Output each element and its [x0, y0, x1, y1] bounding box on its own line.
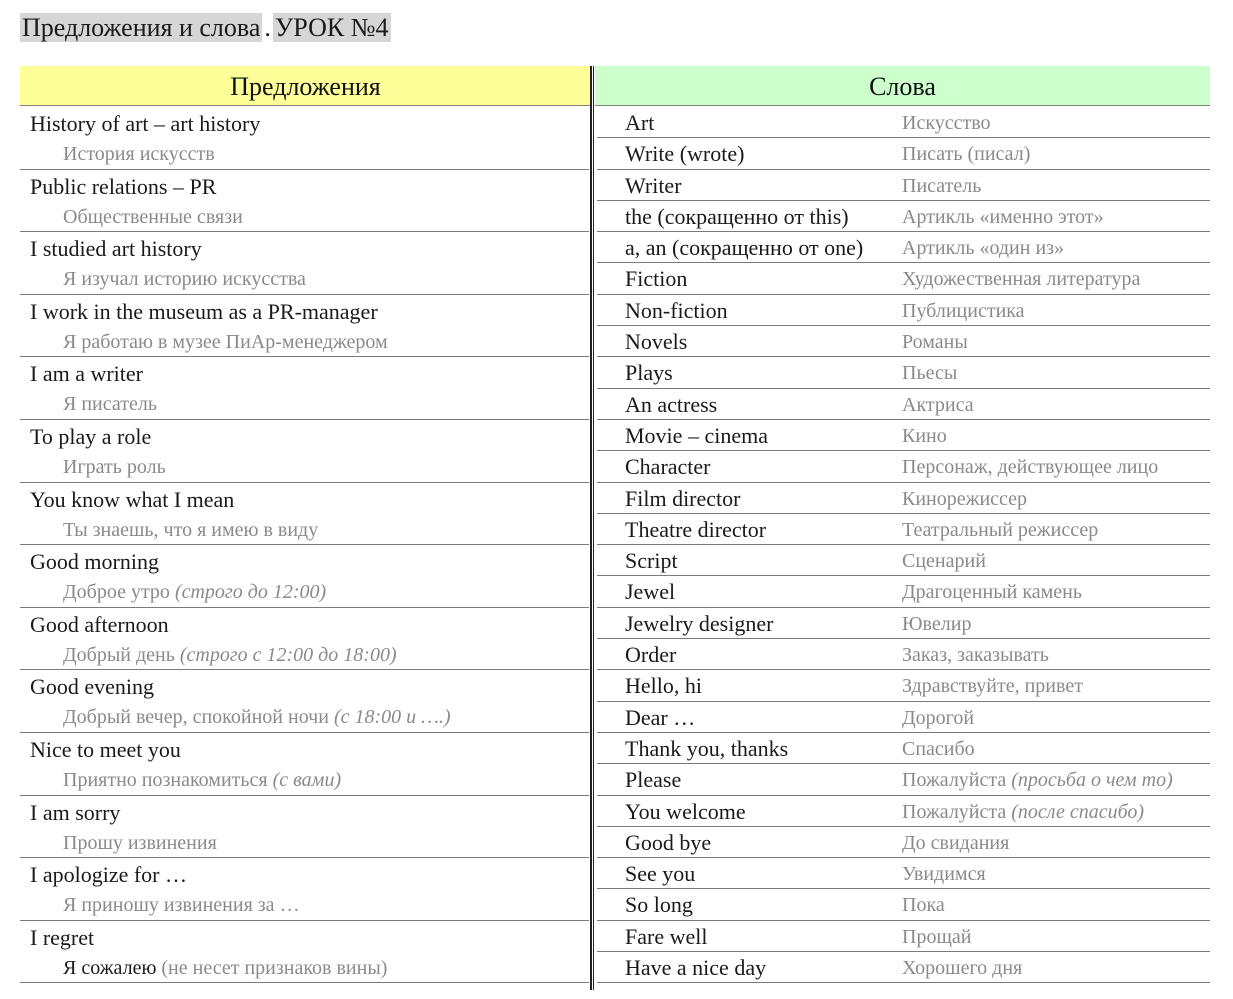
word-row: [597, 670, 1210, 701]
sentence-row: [20, 295, 589, 358]
sentence-russian: [63, 204, 243, 230]
word-russian-text: Театральный режиссер: [902, 518, 1099, 541]
word-russian: [902, 266, 1140, 292]
word-russian-text: Писать (писал): [902, 143, 1031, 166]
word-row: [597, 451, 1210, 482]
word-russian: [902, 110, 991, 136]
sentence-row: [20, 483, 589, 546]
word-row: [597, 420, 1210, 451]
sentence-english: I am a writer: [30, 361, 143, 387]
sentence-english: I apologize for …: [30, 862, 187, 888]
word-russian: [902, 799, 1144, 825]
word-russian: [902, 329, 968, 355]
sentence-note: (с 18:00 и ….): [333, 706, 451, 729]
word-row: [597, 827, 1210, 858]
word-row: [597, 170, 1210, 201]
sentence-note: (с вами): [272, 768, 342, 791]
sentence-english: Good evening: [30, 674, 155, 700]
sentences-column: [20, 107, 589, 983]
word-russian: [902, 235, 1064, 261]
title-separator: .: [264, 13, 271, 42]
word-russian: [902, 642, 1049, 668]
word-russian: [902, 204, 1104, 230]
word-russian: [902, 298, 1025, 324]
word-russian-text: Публицистика: [902, 299, 1025, 322]
word-russian-text: Актриса: [902, 393, 974, 416]
word-row: [597, 921, 1210, 952]
word-russian-text: Здравствуйте, привет: [902, 675, 1083, 698]
word-english: Movie – cinema: [625, 422, 768, 448]
word-russian-text: Сценарий: [902, 550, 986, 573]
word-russian: [902, 486, 1027, 512]
word-russian-text: Драгоценный камень: [902, 581, 1082, 604]
sentence-row: [20, 232, 589, 295]
word-row: [597, 639, 1210, 670]
word-english: So long: [625, 892, 693, 918]
word-russian-text: Дорогой: [902, 706, 975, 729]
sentence-russian-text: Добрый день: [63, 643, 175, 666]
word-english: Novels: [625, 329, 688, 355]
word-row: [597, 138, 1210, 169]
sentence-russian: [63, 266, 306, 292]
sentence-russian-text: Доброе утро: [63, 581, 170, 604]
word-english: An actress: [625, 391, 718, 417]
sentence-english: You know what I mean: [30, 486, 235, 512]
sentence-row: [20, 921, 589, 984]
sentence-english: To play a role: [30, 423, 152, 449]
word-russian: [902, 861, 986, 887]
word-english: See you: [625, 861, 696, 887]
sentence-english: Good afternoon: [30, 611, 169, 637]
sentence-english: Public relations – PR: [30, 173, 217, 199]
word-russian: [902, 830, 1009, 856]
word-russian-text: Искусство: [902, 112, 991, 134]
word-russian-text: Пьесы: [902, 362, 958, 385]
sentence-russian-text: Общественные связи: [63, 205, 243, 228]
word-russian: [902, 517, 1098, 543]
word-russian-text: Кинорежиссер: [902, 487, 1028, 510]
sentence-row: [20, 858, 589, 921]
word-english: Writer: [625, 172, 682, 198]
word-english: Film director: [625, 485, 741, 511]
sentence-russian-text: Я работаю в музее ПиАр-менеджером: [63, 330, 388, 353]
sentence-russian: [63, 517, 318, 543]
word-row: [597, 389, 1210, 420]
word-row: [597, 889, 1210, 920]
sentence-row: [20, 420, 589, 483]
word-russian: [902, 892, 945, 918]
word-english: Order: [625, 642, 677, 668]
word-english: Plays: [625, 360, 673, 386]
word-english: Dear …: [625, 704, 696, 730]
word-russian: [902, 579, 1082, 605]
word-english: the (сокращенно от this): [625, 203, 849, 229]
word-russian-text: Художественная литература: [902, 268, 1141, 291]
sentence-russian: [63, 767, 341, 793]
sentence-russian: [63, 329, 388, 355]
word-russian-text: Пожалуйста: [902, 800, 1007, 823]
word-english: Thank you, thanks: [625, 735, 789, 761]
title-lesson: УРОК №4: [274, 13, 389, 42]
word-russian: [902, 548, 986, 574]
word-row: [597, 796, 1210, 827]
sentence-russian-text: Я писатель: [63, 393, 157, 416]
sentence-row: [20, 107, 589, 170]
sentence-russian-text: Приятно познакомиться: [63, 768, 268, 791]
sentence-row: [20, 733, 589, 796]
word-english: Non-fiction: [625, 297, 728, 323]
sentence-english: I work in the museum as a PR-manager: [30, 298, 378, 324]
sentence-russian: [63, 579, 326, 605]
word-row: [597, 263, 1210, 294]
word-russian: [902, 924, 971, 950]
word-row: [597, 858, 1210, 889]
sentence-russian: [63, 454, 166, 480]
sentence-russian: [63, 955, 387, 981]
word-russian: [902, 392, 974, 418]
word-russian-text: Заказ, заказывать: [902, 644, 1049, 667]
word-russian-text: Ювелир: [902, 612, 972, 635]
word-english: Theatre director: [625, 516, 767, 542]
word-russian: [902, 736, 975, 762]
word-english: Hello, hi: [625, 673, 702, 699]
word-english: Jewel: [625, 579, 676, 605]
word-row: [597, 201, 1210, 232]
sentence-russian-text: История искусств: [63, 143, 215, 165]
sentence-russian: [63, 642, 397, 668]
word-row: [597, 952, 1210, 983]
word-russian: [902, 705, 974, 731]
sentence-row: [20, 170, 589, 233]
word-russian-text: Артикль «именно этот»: [902, 205, 1104, 228]
word-row: [597, 357, 1210, 388]
sentence-row: [20, 608, 589, 671]
sentence-note: (строго с 12:00 до 18:00): [179, 643, 397, 666]
sentence-russian-text: Прошу извинения: [63, 831, 217, 854]
word-english: Jewelry designer: [625, 610, 774, 636]
word-russian: [902, 767, 1173, 793]
word-row: [597, 295, 1210, 326]
word-russian-text: Прощай: [902, 925, 972, 948]
sentence-english: History of art – art history: [30, 111, 261, 136]
word-russian: [902, 423, 947, 449]
word-russian-text: До свидания: [902, 831, 1010, 854]
word-russian-text: Кино: [902, 424, 947, 447]
sentence-english: Good morning: [30, 549, 159, 575]
word-russian: [902, 173, 981, 199]
words-header: Слова: [595, 66, 1210, 106]
word-english: You welcome: [625, 798, 746, 824]
word-russian-text: Хорошего дня: [902, 957, 1023, 980]
sentence-russian: [63, 892, 300, 918]
word-row: [597, 764, 1210, 795]
sentence-row: [20, 796, 589, 859]
sentence-russian: [63, 391, 157, 417]
sentence-russian: [63, 704, 451, 730]
word-russian-text: Персонаж, действующее лицо: [902, 456, 1159, 479]
word-russian-text: Пока: [902, 894, 945, 917]
word-row: [597, 545, 1210, 576]
word-russian-text: Увидимся: [902, 863, 986, 886]
sentence-row: [20, 357, 589, 420]
sentence-english: Nice to meet you: [30, 736, 181, 762]
word-english: Have a nice day: [625, 955, 767, 981]
word-row: [597, 514, 1210, 545]
sentence-russian-text: Я изучал историю искусства: [63, 268, 306, 291]
word-english: Good bye: [625, 829, 712, 855]
word-english: Art: [625, 110, 655, 135]
sentence-russian-text: Играть роль: [63, 455, 166, 478]
sentence-russian: [63, 830, 217, 856]
sentence-english: I am sorry: [30, 799, 121, 825]
sentence-note: (строго до 12:00): [174, 581, 327, 604]
word-english: a, an (сокращенно от one): [625, 235, 864, 261]
sentence-english: I regret: [30, 924, 95, 950]
sentences-header: Предложения: [20, 66, 591, 106]
word-russian-text: Романы: [902, 331, 968, 354]
word-russian-text: Писатель: [902, 174, 982, 197]
sentence-russian-text: Я приношу извинения за …: [63, 894, 300, 917]
word-russian-text: Пожалуйста: [902, 769, 1007, 792]
word-row: [597, 326, 1210, 357]
column-divider: [590, 66, 594, 990]
word-russian: [902, 360, 957, 386]
title-topic: Предложения и слова: [22, 13, 261, 42]
word-russian: [902, 673, 1083, 699]
word-note: (после спасибо): [1011, 800, 1145, 823]
word-english: Please: [625, 767, 682, 793]
sentence-russian: [63, 141, 215, 167]
word-russian: [902, 454, 1158, 480]
word-row: [597, 483, 1210, 514]
word-row: [597, 232, 1210, 263]
sentence-note: (не несет признаков вины): [161, 956, 388, 979]
word-row: [597, 733, 1210, 764]
page-title: [20, 12, 391, 44]
word-english: Fare well: [625, 923, 708, 949]
word-russian: [902, 955, 1022, 981]
word-row: [597, 702, 1210, 733]
word-row: [597, 107, 1210, 138]
word-english: Fiction: [625, 266, 688, 292]
word-english: Character: [625, 454, 711, 480]
word-english: Write (wrote): [625, 141, 745, 167]
word-english: Script: [625, 548, 678, 574]
word-note: (просьба о чем то): [1011, 769, 1173, 792]
sentence-russian-text: Я сожалею: [63, 956, 157, 979]
sentence-row: [20, 670, 589, 733]
word-row: [597, 576, 1210, 607]
word-russian: [902, 141, 1030, 167]
sentence-english: I studied art history: [30, 236, 202, 262]
word-russian-text: Спасибо: [902, 737, 975, 760]
sentence-row: [20, 545, 589, 608]
word-russian-text: Артикль «один из»: [902, 237, 1065, 260]
word-russian: [902, 611, 971, 637]
words-column: [597, 107, 1210, 983]
word-row: [597, 608, 1210, 639]
sentence-russian-text: Ты знаешь, что я имею в виду: [63, 518, 319, 541]
sentence-russian-text: Добрый вечер, спокойной ночи: [63, 706, 329, 729]
